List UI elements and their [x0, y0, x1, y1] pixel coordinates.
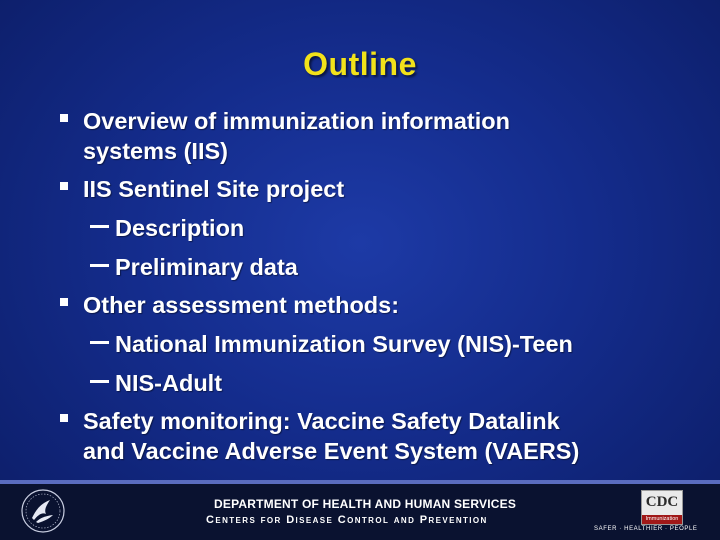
dash-icon — [90, 341, 109, 344]
bullet-text: IIS Sentinel Site project — [83, 176, 345, 202]
bullet-text-continued: systems (IIS) — [83, 138, 228, 164]
bullet-icon — [60, 298, 68, 306]
bullet-text: Overview of immunization information — [83, 108, 510, 134]
department-name: DEPARTMENT OF HEALTH AND HUMAN SERVICES — [214, 497, 517, 511]
sub-bullet-text: Preliminary data — [115, 254, 298, 280]
cdc-tagline: SAFER · HEALTHIER · PEOPLE — [594, 526, 698, 532]
bullet-text: Safety monitoring: Vaccine Safety Datalink — [83, 408, 560, 434]
sub-bullet-text: National Immunization Survey (NIS)-Teen — [115, 331, 573, 357]
sub-bullet-text: Description — [115, 215, 245, 241]
footer-divider — [0, 480, 720, 484]
dash-icon — [90, 380, 109, 383]
sub-bullet-text: NIS-Adult — [115, 370, 223, 396]
dash-icon — [90, 264, 109, 267]
cdc-logo-strip: Immunization — [642, 515, 682, 524]
cdc-logo-text: CDC — [645, 494, 679, 510]
bullet-icon — [60, 182, 68, 190]
bullet-icon — [60, 414, 68, 422]
bullet-text-continued: and Vaccine Adverse Event System (VAERS) — [83, 438, 580, 464]
slide-title: Outline — [303, 46, 417, 82]
cdc-logo-icon — [641, 490, 683, 525]
agency-name: Centers for Disease Control and Prevention — [206, 514, 488, 526]
bullet-text: Other assessment methods: — [83, 292, 400, 318]
bullet-icon — [60, 114, 68, 122]
hhs-eagle-logo-icon — [20, 488, 66, 534]
dash-icon — [90, 225, 109, 228]
